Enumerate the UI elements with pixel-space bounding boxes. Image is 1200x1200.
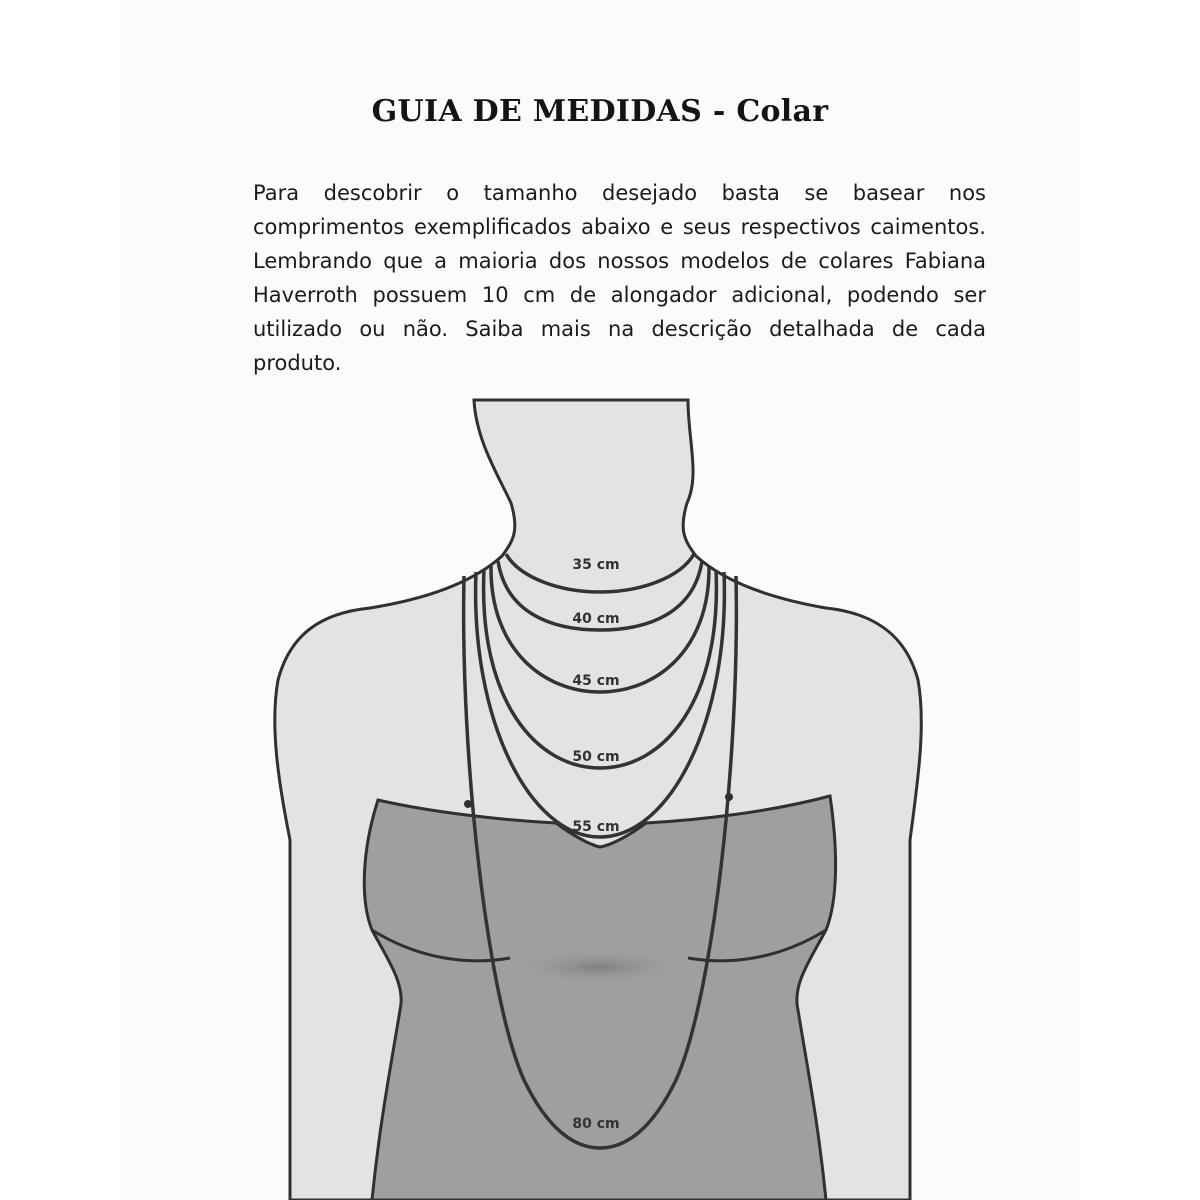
strap-knot xyxy=(464,800,472,808)
measure-label-35: 35 cm xyxy=(572,557,620,573)
strap-knot xyxy=(725,793,733,801)
measure-label-55: 55 cm xyxy=(572,819,620,835)
measure-label-40: 40 cm xyxy=(572,611,620,627)
measure-label-50: 50 cm xyxy=(572,749,620,765)
dress-silhouette xyxy=(364,796,835,1200)
measure-label-80: 80 cm xyxy=(572,1116,620,1132)
measure-label-45: 45 cm xyxy=(572,673,620,689)
page-title: GUIA DE MEDIDAS - Colar xyxy=(371,94,829,129)
bust-shadow xyxy=(508,949,688,985)
intro-paragraph: Para descobrir o tamanho desejado basta se basear nos comprimentos exemplificados abaixo e seus respectivos caimentos. Lembrando que a maioria dos nossos modelos de colares Fabiana Haverroth possuem 10 cm de alongador adicional, podendo ser utilizado ou não. Saiba mais na descrição detalhada de cada produto. xyxy=(253,181,986,375)
